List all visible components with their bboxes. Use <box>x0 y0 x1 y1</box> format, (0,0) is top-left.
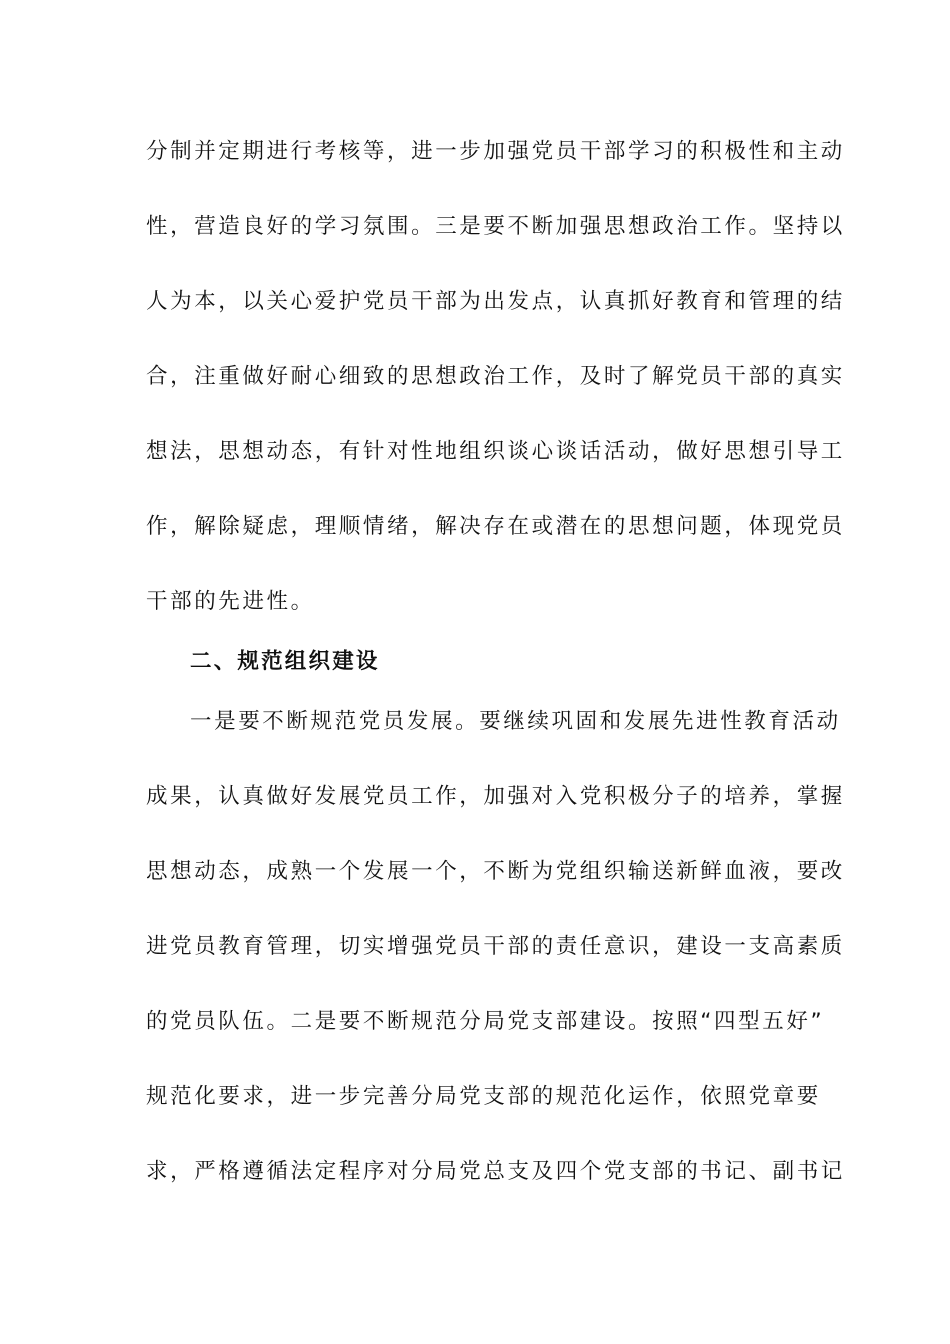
paragraph-2-line-2: 成果，认真做好发展党员工作，加强对入党积极分子的培养，掌握 <box>146 784 845 809</box>
section-heading: 二、规范组织建设 <box>190 649 380 674</box>
paragraph-1-line-3: 人为本，以关心爱护党员干部为出发点，认真抓好教育和管理的结 <box>146 289 845 314</box>
paragraph-1-line-1: 分制并定期进行考核等，进一步加强党员干部学习的积极性和主动 <box>146 139 845 164</box>
paragraph-1-line-5: 想法，思想动态，有针对性地组织谈心谈话活动，做好思想引导工 <box>146 439 845 464</box>
paragraph-2-line-3: 思想动态，成熟一个发展一个，不断为党组织输送新鲜血液，要改 <box>146 859 845 884</box>
paragraph-2-line-6: 规范化要求，进一步完善分局党支部的规范化运作，依照党章要 <box>146 1084 821 1109</box>
paragraph-1-line-4: 合，注重做好耐心细致的思想政治工作，及时了解党员干部的真实 <box>146 364 845 389</box>
paragraph-2-line-5: 的党员队伍。二是要不断规范分局党支部建设。按照“四型五好” <box>146 1009 825 1034</box>
paragraph-2-line-1: 一是要不断规范党员发展。要继续巩固和发展先进性教育活动 <box>190 709 841 734</box>
paragraph-1-line-2: 性，营造良好的学习氛围。三是要不断加强思想政治工作。坚持以 <box>146 214 845 239</box>
paragraph-1-line-7: 干部的先进性。 <box>146 589 315 614</box>
paragraph-2-line-4: 进党员教育管理，切实增强党员干部的责任意识，建设一支高素质 <box>146 934 845 959</box>
paragraph-2-line-7: 求，严格遵循法定程序对分局党总支及四个党支部的书记、副书记 <box>146 1159 845 1184</box>
paragraph-1-line-6: 作，解除疑虑，理顺情绪，解决存在或潜在的思想问题，体现党员 <box>146 514 845 539</box>
